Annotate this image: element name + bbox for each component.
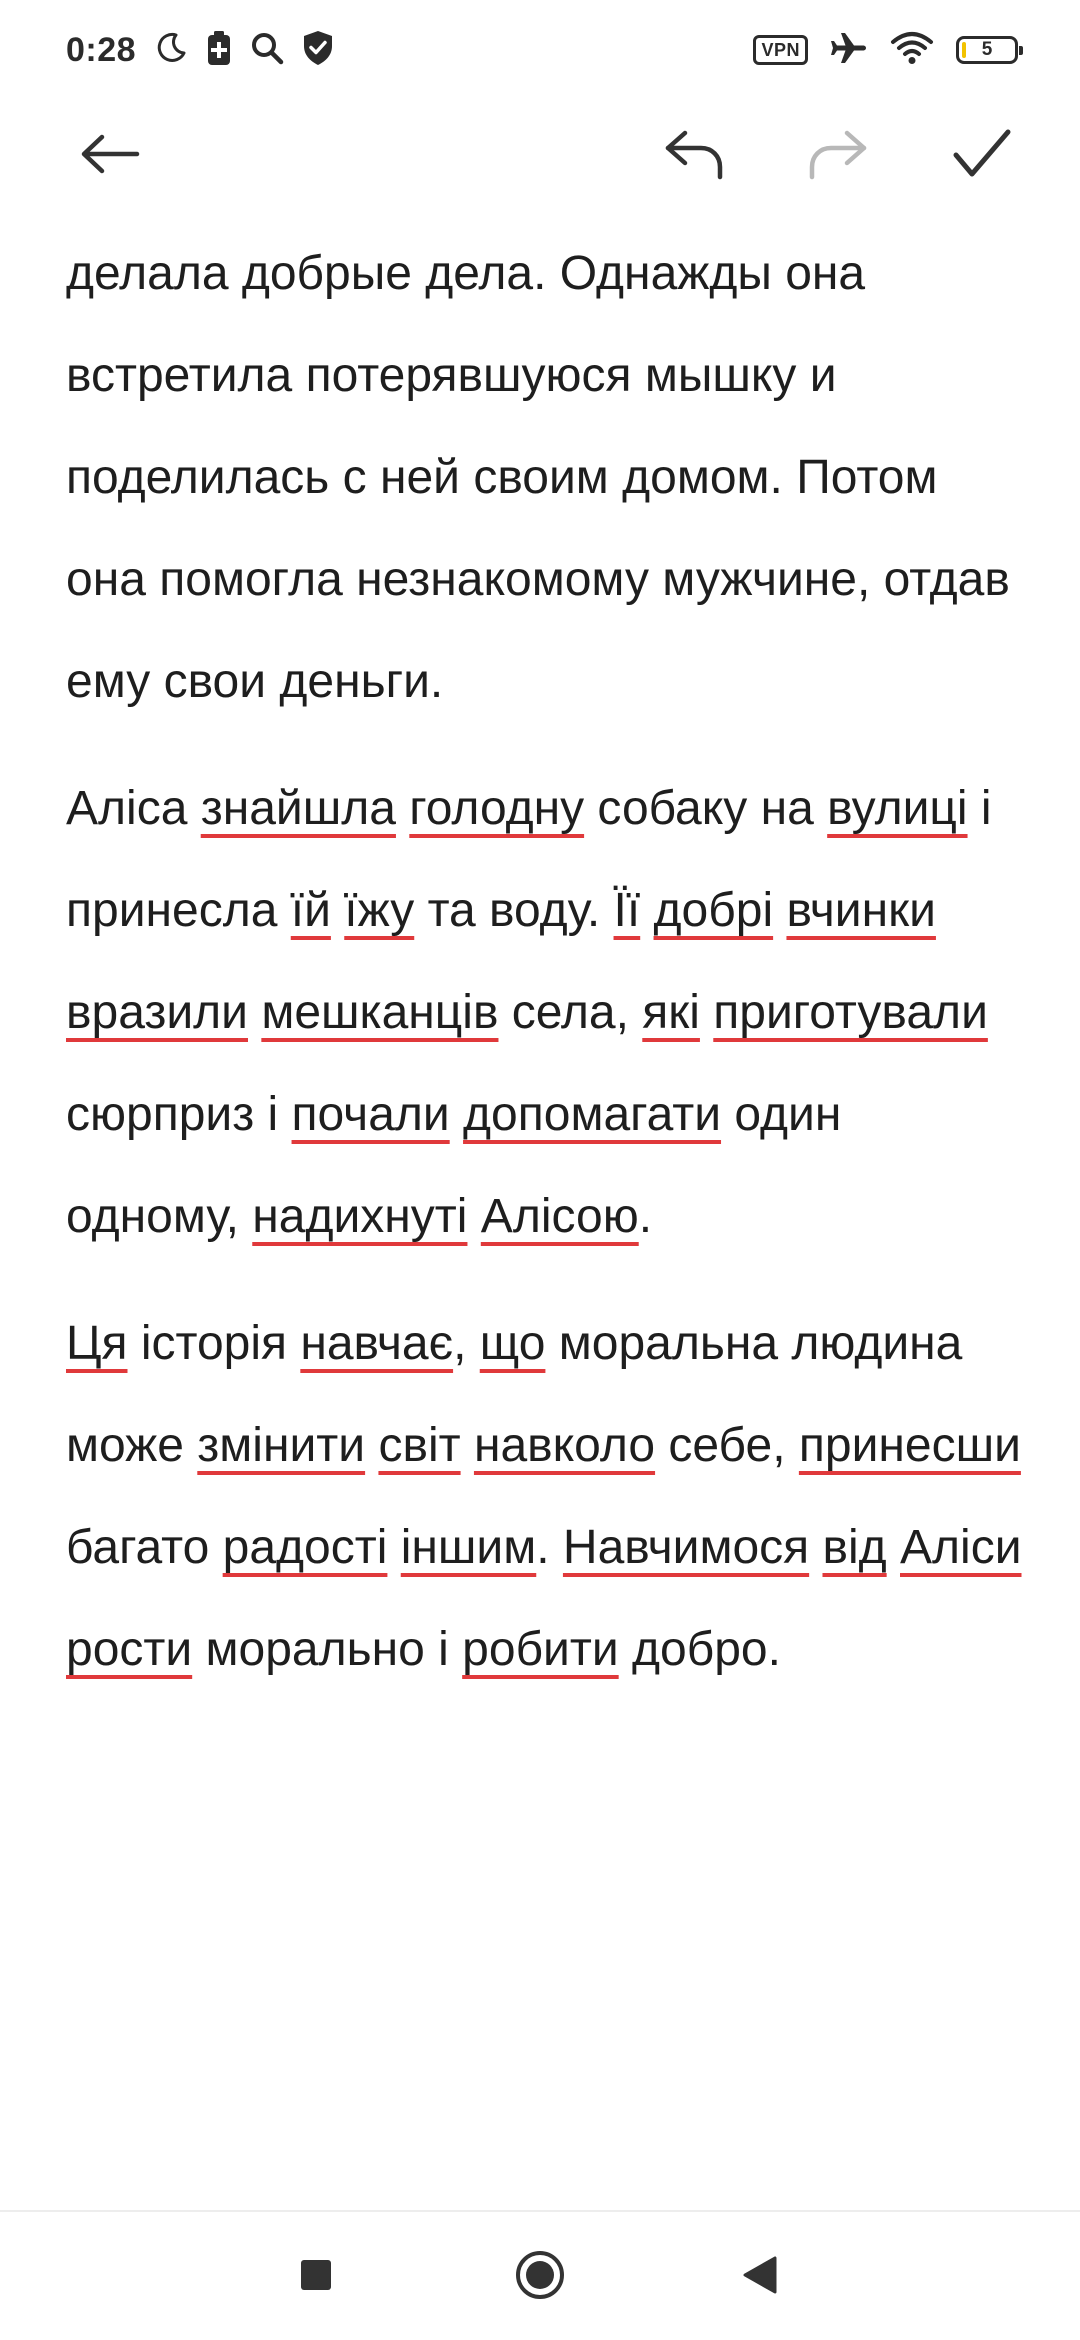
text-run xyxy=(396,782,409,835)
text-run xyxy=(146,553,159,606)
misspelled-word[interactable]: приготували xyxy=(713,986,988,1039)
text-run: . xyxy=(638,1190,653,1243)
misspelled-word[interactable]: світ xyxy=(378,1419,461,1472)
misspelled-word[interactable]: вразили xyxy=(66,986,248,1039)
redo-button[interactable] xyxy=(804,122,872,190)
text-run: багато xyxy=(66,1521,223,1574)
text-run xyxy=(365,1419,378,1472)
text-run: помогла незнакомому мужчине, xyxy=(159,553,871,606)
misspelled-word[interactable]: іншим xyxy=(400,1521,537,1574)
battery-fill xyxy=(962,42,966,58)
save-checkmark-button[interactable] xyxy=(948,122,1016,190)
shield-icon xyxy=(302,30,334,71)
text-run xyxy=(870,553,883,606)
home-circle-icon xyxy=(514,2249,566,2306)
text-run xyxy=(467,1190,480,1243)
misspelled-word[interactable]: радості xyxy=(222,1521,388,1574)
text-run: добро. xyxy=(618,1623,781,1676)
system-navigation-bar xyxy=(0,2210,1080,2340)
text-run xyxy=(640,884,653,937)
misspelled-word[interactable]: навколо xyxy=(473,1419,656,1472)
back-button[interactable] xyxy=(76,122,144,190)
text-run: потерявшуюся мышку и поделилась xyxy=(66,349,837,504)
misspelled-word[interactable]: їй xyxy=(290,884,331,937)
search-icon xyxy=(250,31,284,70)
text-run: сюрприз і xyxy=(66,1088,292,1141)
misspelled-word[interactable]: вчинки xyxy=(786,884,936,937)
text-run: с ней своим домом. Потом она xyxy=(66,451,938,606)
misspelled-word[interactable]: Аліси xyxy=(900,1521,1022,1574)
recents-square-icon xyxy=(299,2258,333,2297)
text-run xyxy=(461,1419,474,1472)
text-run: моральна людина може xyxy=(66,1317,963,1472)
misspelled-word[interactable]: голодну xyxy=(409,782,585,835)
misspelled-word[interactable]: що xyxy=(479,1317,546,1370)
misspelled-word[interactable]: від xyxy=(822,1521,887,1574)
text-run: , xyxy=(453,1317,480,1370)
misspelled-word[interactable]: рости xyxy=(66,1623,193,1676)
misspelled-word[interactable]: допомагати xyxy=(463,1088,722,1141)
back-triangle-icon xyxy=(741,2255,779,2300)
misspelled-word[interactable]: почали xyxy=(291,1088,450,1141)
vpn-icon: VPN xyxy=(753,35,808,65)
misspelled-word[interactable]: надихнуті xyxy=(252,1190,468,1243)
text-run: Однажды она встретила xyxy=(66,247,866,402)
status-time: 0:28 xyxy=(66,30,137,69)
text-run: села, xyxy=(498,986,643,1039)
text-run: та воду. xyxy=(414,884,614,937)
text-run: отдав ему свои деньги. xyxy=(66,553,1010,708)
text-run: собаку на xyxy=(584,782,828,835)
text-run xyxy=(387,1521,400,1574)
recents-button[interactable] xyxy=(284,2245,348,2309)
checkmark-icon xyxy=(952,128,1012,185)
home-button[interactable] xyxy=(508,2245,572,2309)
misspelled-word[interactable]: вулиці xyxy=(827,782,968,835)
battery-icon xyxy=(956,36,1018,64)
text-run xyxy=(700,986,713,1039)
wifi-icon xyxy=(890,30,934,71)
text-run xyxy=(329,451,342,504)
text-run xyxy=(887,1521,900,1574)
text-run xyxy=(450,1088,463,1141)
editor-toolbar xyxy=(0,100,1080,212)
misspelled-word[interactable]: принесши xyxy=(798,1419,1021,1472)
battery-level: 5 xyxy=(981,39,993,60)
text-run: морально і xyxy=(192,1623,463,1676)
status-bar-left xyxy=(66,26,334,74)
misspelled-word[interactable]: їжу xyxy=(344,884,415,937)
misspelled-word[interactable]: змінити xyxy=(197,1419,366,1472)
text-run: Аліса xyxy=(66,782,201,835)
moon-icon xyxy=(154,31,188,70)
battery-saver-icon xyxy=(206,30,232,71)
text-run: і принесла xyxy=(66,782,992,937)
misspelled-word[interactable]: мешканців xyxy=(261,986,499,1039)
text-run xyxy=(809,1521,822,1574)
undo-icon xyxy=(663,127,725,186)
misspelled-word[interactable]: знайшла xyxy=(200,782,396,835)
text-run: . xyxy=(536,1521,563,1574)
note-editor[interactable] xyxy=(0,212,1080,2210)
undo-button[interactable] xyxy=(660,122,728,190)
text-run: делала добрые дела. xyxy=(66,247,547,300)
paragraph[interactable] xyxy=(66,121,1026,733)
text-run xyxy=(292,349,305,402)
paragraph[interactable] xyxy=(66,758,1026,1268)
misspelled-word[interactable]: добрі xyxy=(653,884,774,937)
text-run xyxy=(773,884,786,937)
airplane-icon xyxy=(830,29,868,72)
misspelled-word[interactable]: Її xyxy=(613,884,641,937)
redo-icon xyxy=(807,127,869,186)
note-text-body[interactable] xyxy=(66,121,1026,1726)
status-bar-right xyxy=(753,26,1018,74)
back-nav-button[interactable] xyxy=(728,2245,792,2309)
misspelled-word[interactable]: Ця xyxy=(66,1317,128,1370)
text-run: історія xyxy=(127,1317,301,1370)
text-run: себе, xyxy=(655,1419,799,1472)
misspelled-word[interactable]: навчає xyxy=(300,1317,454,1370)
back-arrow-icon xyxy=(80,132,140,181)
misspelled-word[interactable]: які xyxy=(642,986,700,1039)
misspelled-word[interactable]: Навчимося xyxy=(562,1521,810,1574)
text-run: один одному, xyxy=(66,1088,842,1243)
misspelled-word[interactable]: Алісою xyxy=(480,1190,639,1243)
misspelled-word[interactable]: робити xyxy=(462,1623,619,1676)
text-run xyxy=(248,986,261,1039)
paragraph[interactable] xyxy=(66,1293,1026,1701)
status-bar xyxy=(0,0,1080,100)
text-run xyxy=(331,884,344,937)
text-run xyxy=(546,247,559,300)
